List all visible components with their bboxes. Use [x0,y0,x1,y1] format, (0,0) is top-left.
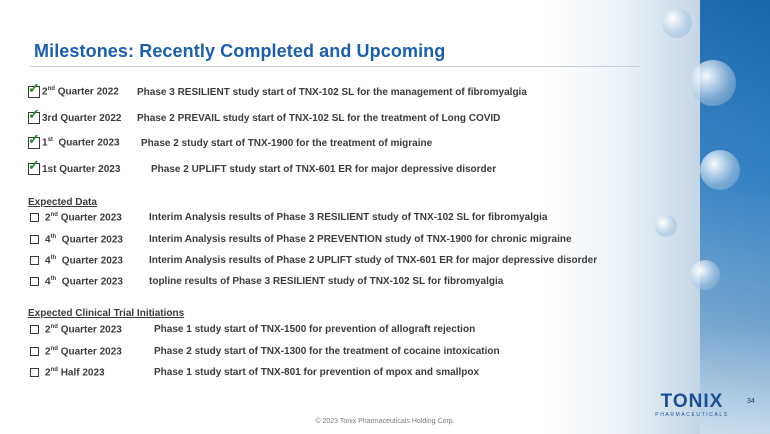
milestone-text: Phase 2 study start of TNX-1300 for the treatment of cocaine intoxication [154,346,500,358]
milestone-text: Phase 2 UPLIFT study start of TNX-601 ER for major depressive disorder [151,163,497,175]
expected-item [28,255,597,266]
quarter-label: 4th Quarter 2023 [45,255,123,267]
expected-item [28,276,503,287]
completed-item [28,106,501,124]
empty-box-icon [30,347,39,356]
milestone-text: Interim Analysis results of Phase 2 PREVENTION study of TNX-1900 for chronic migraine [149,234,572,246]
empty-box-icon [30,256,39,265]
quarter-label: 2nd Quarter 2023 [45,324,122,336]
quarter-label: 1st Quarter 2023 [42,163,121,175]
quarter-label: 1st Quarter 2023 [42,137,120,149]
initiations-heading: Expected Clinical Trial Initiations [28,308,185,319]
title-divider [30,66,640,67]
molecule-sphere [700,150,740,190]
quarter-label: 3rd Quarter 2022 [42,112,122,124]
completed-item [28,80,527,98]
empty-box-icon [30,368,39,377]
page-number: 34 [747,398,755,405]
milestone-text: topline results of Phase 3 RESILIENT study of TNX-102 SL for fibromyalgia [149,276,504,288]
molecule-sphere [662,8,692,38]
logo-subtitle: PHARMACEUTICALS [655,412,729,418]
copyright-footer: © 2023 Tonix Pharmaceuticals Holding Corp. [315,418,455,425]
quarter-label: 4th Quarter 2023 [45,276,123,288]
expected-item [28,212,547,223]
initiation-item [28,346,500,357]
checked-box-icon: ✓ [28,157,40,173]
milestone-text: Phase 2 study start of TNX-1900 for the treatment of migraine [141,137,433,149]
checked-box-icon: ✓ [28,131,40,147]
checked-box-icon: ✓ [28,80,40,96]
company-logo [652,392,732,418]
completed-item [28,157,497,175]
milestone-text: Phase 2 PREVAIL study start of TNX-102 SL for the treatment of Long COVID [137,112,501,124]
milestone-text: Phase 1 study start of TNX-1500 for prevention of allograft rejection [154,324,476,336]
molecule-sphere [690,60,736,106]
checked-box-icon: ✓ [28,106,40,122]
milestone-text: Phase 1 study start of TNX-801 for prevention of mpox and smallpox [154,367,480,379]
quarter-label: 4th Quarter 2023 [45,234,123,246]
initiation-item [28,324,475,335]
expected-item [28,234,572,245]
milestone-text: Interim Analysis results of Phase 2 UPLIFT study of TNX-601 ER for major depressive disorder [149,255,598,267]
page-title: Milestones: Recently Completed and Upcoming [34,41,446,61]
empty-box-icon [30,235,39,244]
quarter-label: 2nd Quarter 2022 [42,86,119,98]
quarter-label: 2nd Half 2023 [45,367,105,379]
initiation-item [28,367,479,378]
empty-box-icon [30,277,39,286]
expected-data-heading: Expected Data [28,197,97,208]
quarter-label: 2nd Quarter 2023 [45,346,122,358]
empty-box-icon [30,213,39,222]
empty-box-icon [30,325,39,334]
milestone-text: Phase 3 RESILIENT study start of TNX-102 SL for the management of fibromyalgia [137,86,527,98]
molecule-sphere [690,260,720,290]
completed-item [28,131,433,149]
quarter-label: 2nd Quarter 2023 [45,212,122,224]
molecule-sphere [655,215,677,237]
logo-wordmark: TONIX [660,391,724,412]
milestone-text: Interim Analysis results of Phase 3 RESILIENT study of TNX-102 SL for fibromyalgia [149,212,548,224]
